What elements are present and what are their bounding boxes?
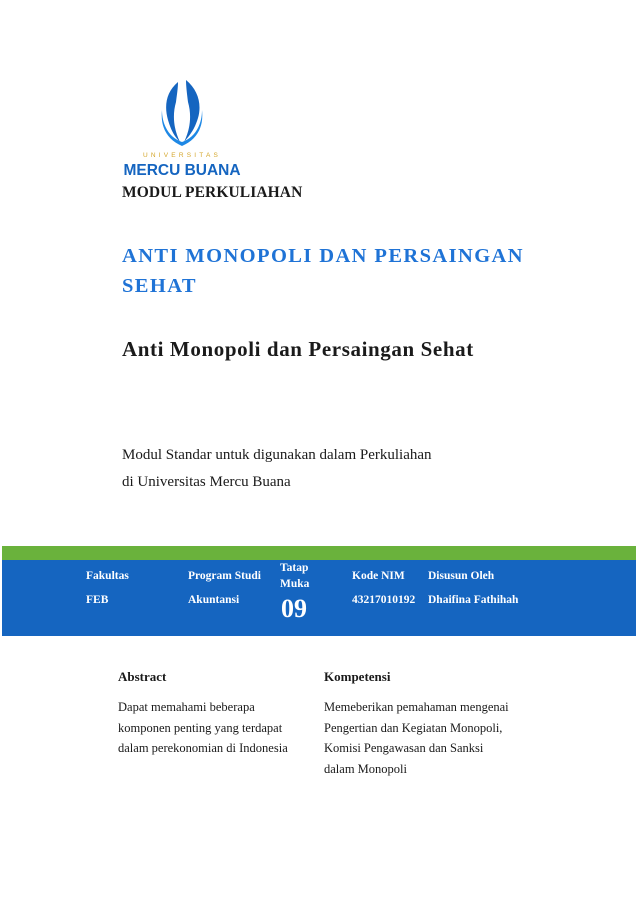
meeting-label <box>280 560 309 592</box>
logo-big-text: MERCU BUANA <box>123 162 241 179</box>
main-title-line-1: ANTI MONOPOLI DAN PERSAINGAN <box>122 245 524 267</box>
competency-body <box>324 697 509 779</box>
competency-line-4: dalam Monopoli <box>324 761 407 776</box>
abstract-line-3: dalam perekonomian di Indonesia <box>118 741 288 755</box>
main-title-line-2: SEHAT <box>122 275 197 297</box>
logo-small-text: UNIVERSITAS <box>142 152 222 159</box>
abstract-body <box>118 697 288 759</box>
author-value: Dhaifina Fathihah <box>428 594 519 606</box>
competency-line-3: Komisi Pengawasan dan Sanksi <box>324 741 484 755</box>
main-title <box>122 241 562 301</box>
description-line-1: Modul Standar untuk digunakan dalam Perkuliahan <box>122 447 432 463</box>
competency-heading: Kompetensi <box>324 669 391 684</box>
university-logo <box>118 76 246 180</box>
info-band <box>2 560 636 636</box>
meeting-label-line-2: Muka <box>280 578 310 590</box>
abstract-line-2: komponen penting yang terdapat <box>118 720 283 735</box>
meeting-label-line-1: Tatap <box>280 562 309 574</box>
abstract-heading: Abstract <box>118 669 167 684</box>
description-line-2: di Universitas Mercu Buana <box>122 474 291 490</box>
program-value: Akuntansi <box>188 594 240 606</box>
green-divider-band <box>2 546 636 560</box>
faculty-label: Fakultas <box>86 570 129 582</box>
module-label: MODUL PERKULIAHAN <box>122 184 303 201</box>
nim-label: Kode NIM <box>352 570 405 582</box>
meeting-number: 09 <box>281 594 307 623</box>
program-label: Program Studi <box>188 570 261 582</box>
competency-line-2: Pengertian dan Kegiatan Monopoli, <box>324 720 503 735</box>
author-label: Disusun Oleh <box>428 570 495 582</box>
faculty-value: FEB <box>86 594 109 606</box>
abstract-line-1: Dapat memahami beberapa <box>118 700 255 714</box>
competency-line-1: Memeberikan pemahaman mengenai <box>324 700 509 714</box>
subtitle: Anti Monopoli dan Persaingan Sehat <box>122 337 474 361</box>
description <box>122 442 432 496</box>
nim-value: 43217010192 <box>352 594 416 606</box>
